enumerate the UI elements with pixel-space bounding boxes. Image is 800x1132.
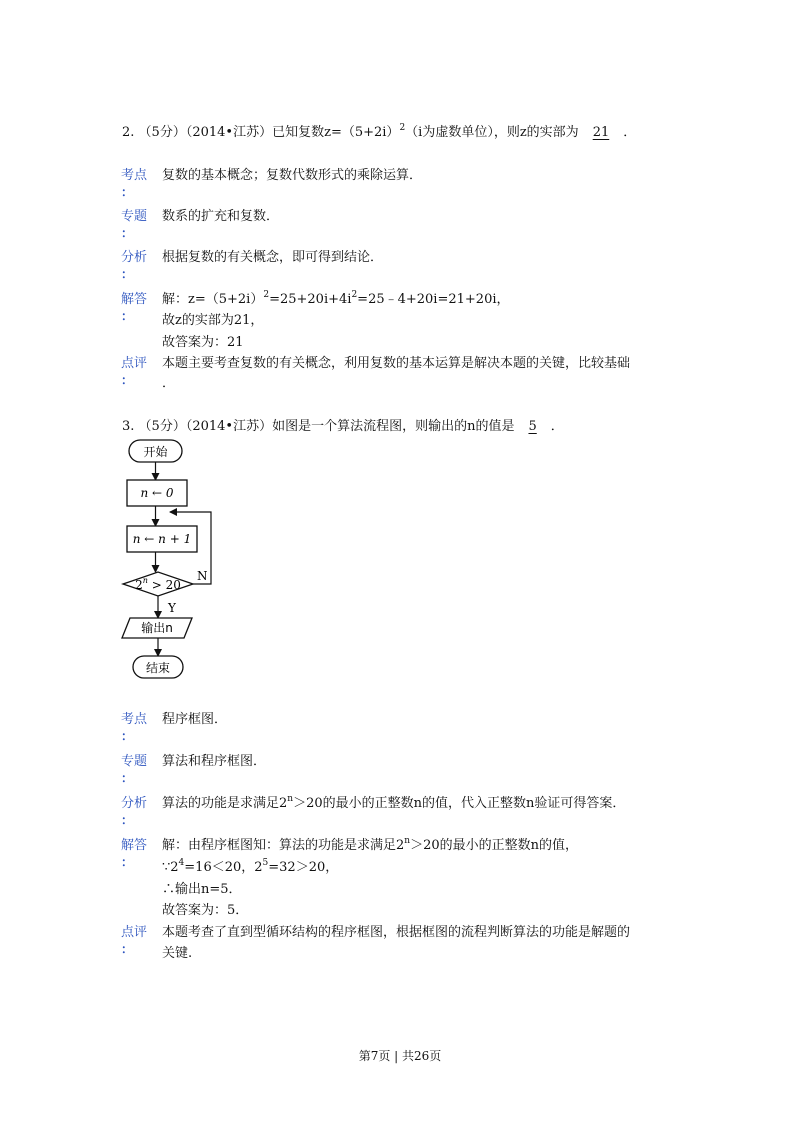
q2-score: （5分） xyxy=(138,125,186,140)
q3-stem: 如图是一个算法流程图，则输出的n的值是 xyxy=(272,419,515,434)
q3-fenxi-text xyxy=(162,792,625,811)
q2-number: 2. xyxy=(122,125,135,140)
q3-number: 3. xyxy=(122,419,135,434)
flow-no-label: N xyxy=(197,569,208,583)
q2-jieda-line1-part: =25﹣4+20i=21+20i， xyxy=(357,292,510,307)
flow-decision-rest: > 20 xyxy=(147,578,181,592)
q3-jieda-line2 xyxy=(162,856,338,875)
flow-output-text: 输出n xyxy=(141,621,173,635)
q3-source: （2014•江苏） xyxy=(185,419,273,434)
q3-zhuanti-colon: ： xyxy=(121,771,134,785)
q2-dianping-colon: ： xyxy=(121,373,134,387)
q3-jieda-part: =16＜20，2 xyxy=(184,860,263,875)
q3-kaodian-colon: ： xyxy=(121,729,134,743)
q2-stem-rest: （i为虚数单位），则z的实部为 xyxy=(405,125,579,140)
q3-fenxi-colon: ： xyxy=(121,813,134,827)
q2-dianping-line2: ． xyxy=(162,376,176,391)
q3-jieda-line3: ∴输出n=5． xyxy=(162,882,242,897)
flow-yes-label: Y xyxy=(168,601,176,615)
q3-score: （5分） xyxy=(138,419,186,434)
flow-init-text: n ← 0 xyxy=(140,486,174,500)
q2-jieda-line1-part: 解：z=（5+2i） xyxy=(162,292,264,307)
flow-step-text: n ← n + 1 xyxy=(132,532,192,546)
q3-dianping-label: 点评 xyxy=(121,925,148,940)
q3-dianping-colon: ： xyxy=(121,942,134,956)
q3-jieda-exponent: n xyxy=(404,836,411,846)
flow-end-text: 结束 xyxy=(145,661,171,675)
flow-decision-exp: n xyxy=(142,576,148,585)
q2-dianping-label: 点评 xyxy=(121,356,148,371)
q3-jieda-part: =32＞20， xyxy=(268,860,339,875)
q2-jieda-line1-part: =25+20i+4i xyxy=(269,292,352,307)
q2-fenxi-colon: ： xyxy=(121,267,134,281)
q2-jieda-label: 解答 xyxy=(121,292,148,307)
q3-jieda-part: ＞20的最小的正整数n的值， xyxy=(410,838,578,853)
q2-jieda-exponent: 2 xyxy=(263,290,270,300)
q2-zhuanti-colon: ： xyxy=(121,226,134,240)
q3-jieda-line4: 故答案为：5． xyxy=(162,903,249,918)
q3-jieda-label: 解答 xyxy=(121,838,148,853)
q2-kaodian-text: 复数的基本概念；复数代数形式的乘除运算． xyxy=(162,168,423,183)
q2-fenxi-label: 分析 xyxy=(121,250,148,265)
q3-fenxi-exponent: n xyxy=(287,794,294,804)
q2-jieda-colon: ： xyxy=(121,309,134,323)
q3-jieda-exponent: 4 xyxy=(178,858,185,868)
q2-jieda-line3: 故答案为：21 xyxy=(162,335,244,350)
q3-dianping-line1: 本题考查了直到型循环结构的程序框图，根据框图的流程判断算法的功能是解题的 xyxy=(162,925,631,940)
q3-jieda-line1 xyxy=(162,834,578,853)
flow-decision-base: 2 xyxy=(135,578,143,592)
q3-answer: 5 xyxy=(528,419,537,434)
q3-fenxi-label: 分析 xyxy=(121,796,148,811)
q3-jieda-part: ∵2 xyxy=(162,860,179,875)
q2-fenxi-text: 根据复数的有关概念，即可得到结论． xyxy=(162,250,384,265)
q2-end: ． xyxy=(623,125,637,140)
q3-end: ． xyxy=(550,419,564,434)
q2-stem: 已知复数z=（5+2i） xyxy=(272,125,400,140)
q3-jieda-exponent: 5 xyxy=(262,858,269,868)
q2-zhuanti-label: 专题 xyxy=(121,209,148,224)
q2-jieda-exponent: 2 xyxy=(351,290,358,300)
q2-zhuanti-text: 数系的扩充和复数． xyxy=(162,209,280,224)
q3-jieda-part: 解：由程序框图知：算法的功能是求满足2 xyxy=(162,838,405,853)
q3-fenxi-part: 算法的功能是求满足2 xyxy=(162,796,288,811)
q2-source: （2014•江苏） xyxy=(185,125,273,140)
q2-stem-exponent: 2 xyxy=(399,123,406,133)
q2-jieda-line2: 故z的实部为21， xyxy=(162,313,264,328)
q3-kaodian-label: 考点 xyxy=(121,712,148,727)
q3-jieda-colon: ： xyxy=(121,855,134,869)
page-footer: 第7页 | 共26页 xyxy=(358,1049,442,1063)
q2-answer: 21 xyxy=(592,125,610,140)
flow-start-text: 开始 xyxy=(143,445,168,459)
flow-decision-text xyxy=(135,576,181,592)
q2-dianping-line1: 本题主要考查复数的有关概念，利用复数的基本运算是解决本题的关键，比较基础 xyxy=(162,356,631,371)
q3-dianping-line2: 关键. xyxy=(162,946,193,961)
q2-kaodian-colon: ： xyxy=(121,185,134,199)
q2-kaodian-label: 考点 xyxy=(121,168,148,183)
q3-fenxi-part: ＞20的最小的正整数n的值，代入正整数n验证可得答案． xyxy=(293,796,626,811)
q3-zhuanti-text: 算法和程序框图． xyxy=(162,754,267,769)
q3-kaodian-text: 程序框图． xyxy=(162,712,228,727)
q3-zhuanti-label: 专题 xyxy=(121,754,148,769)
